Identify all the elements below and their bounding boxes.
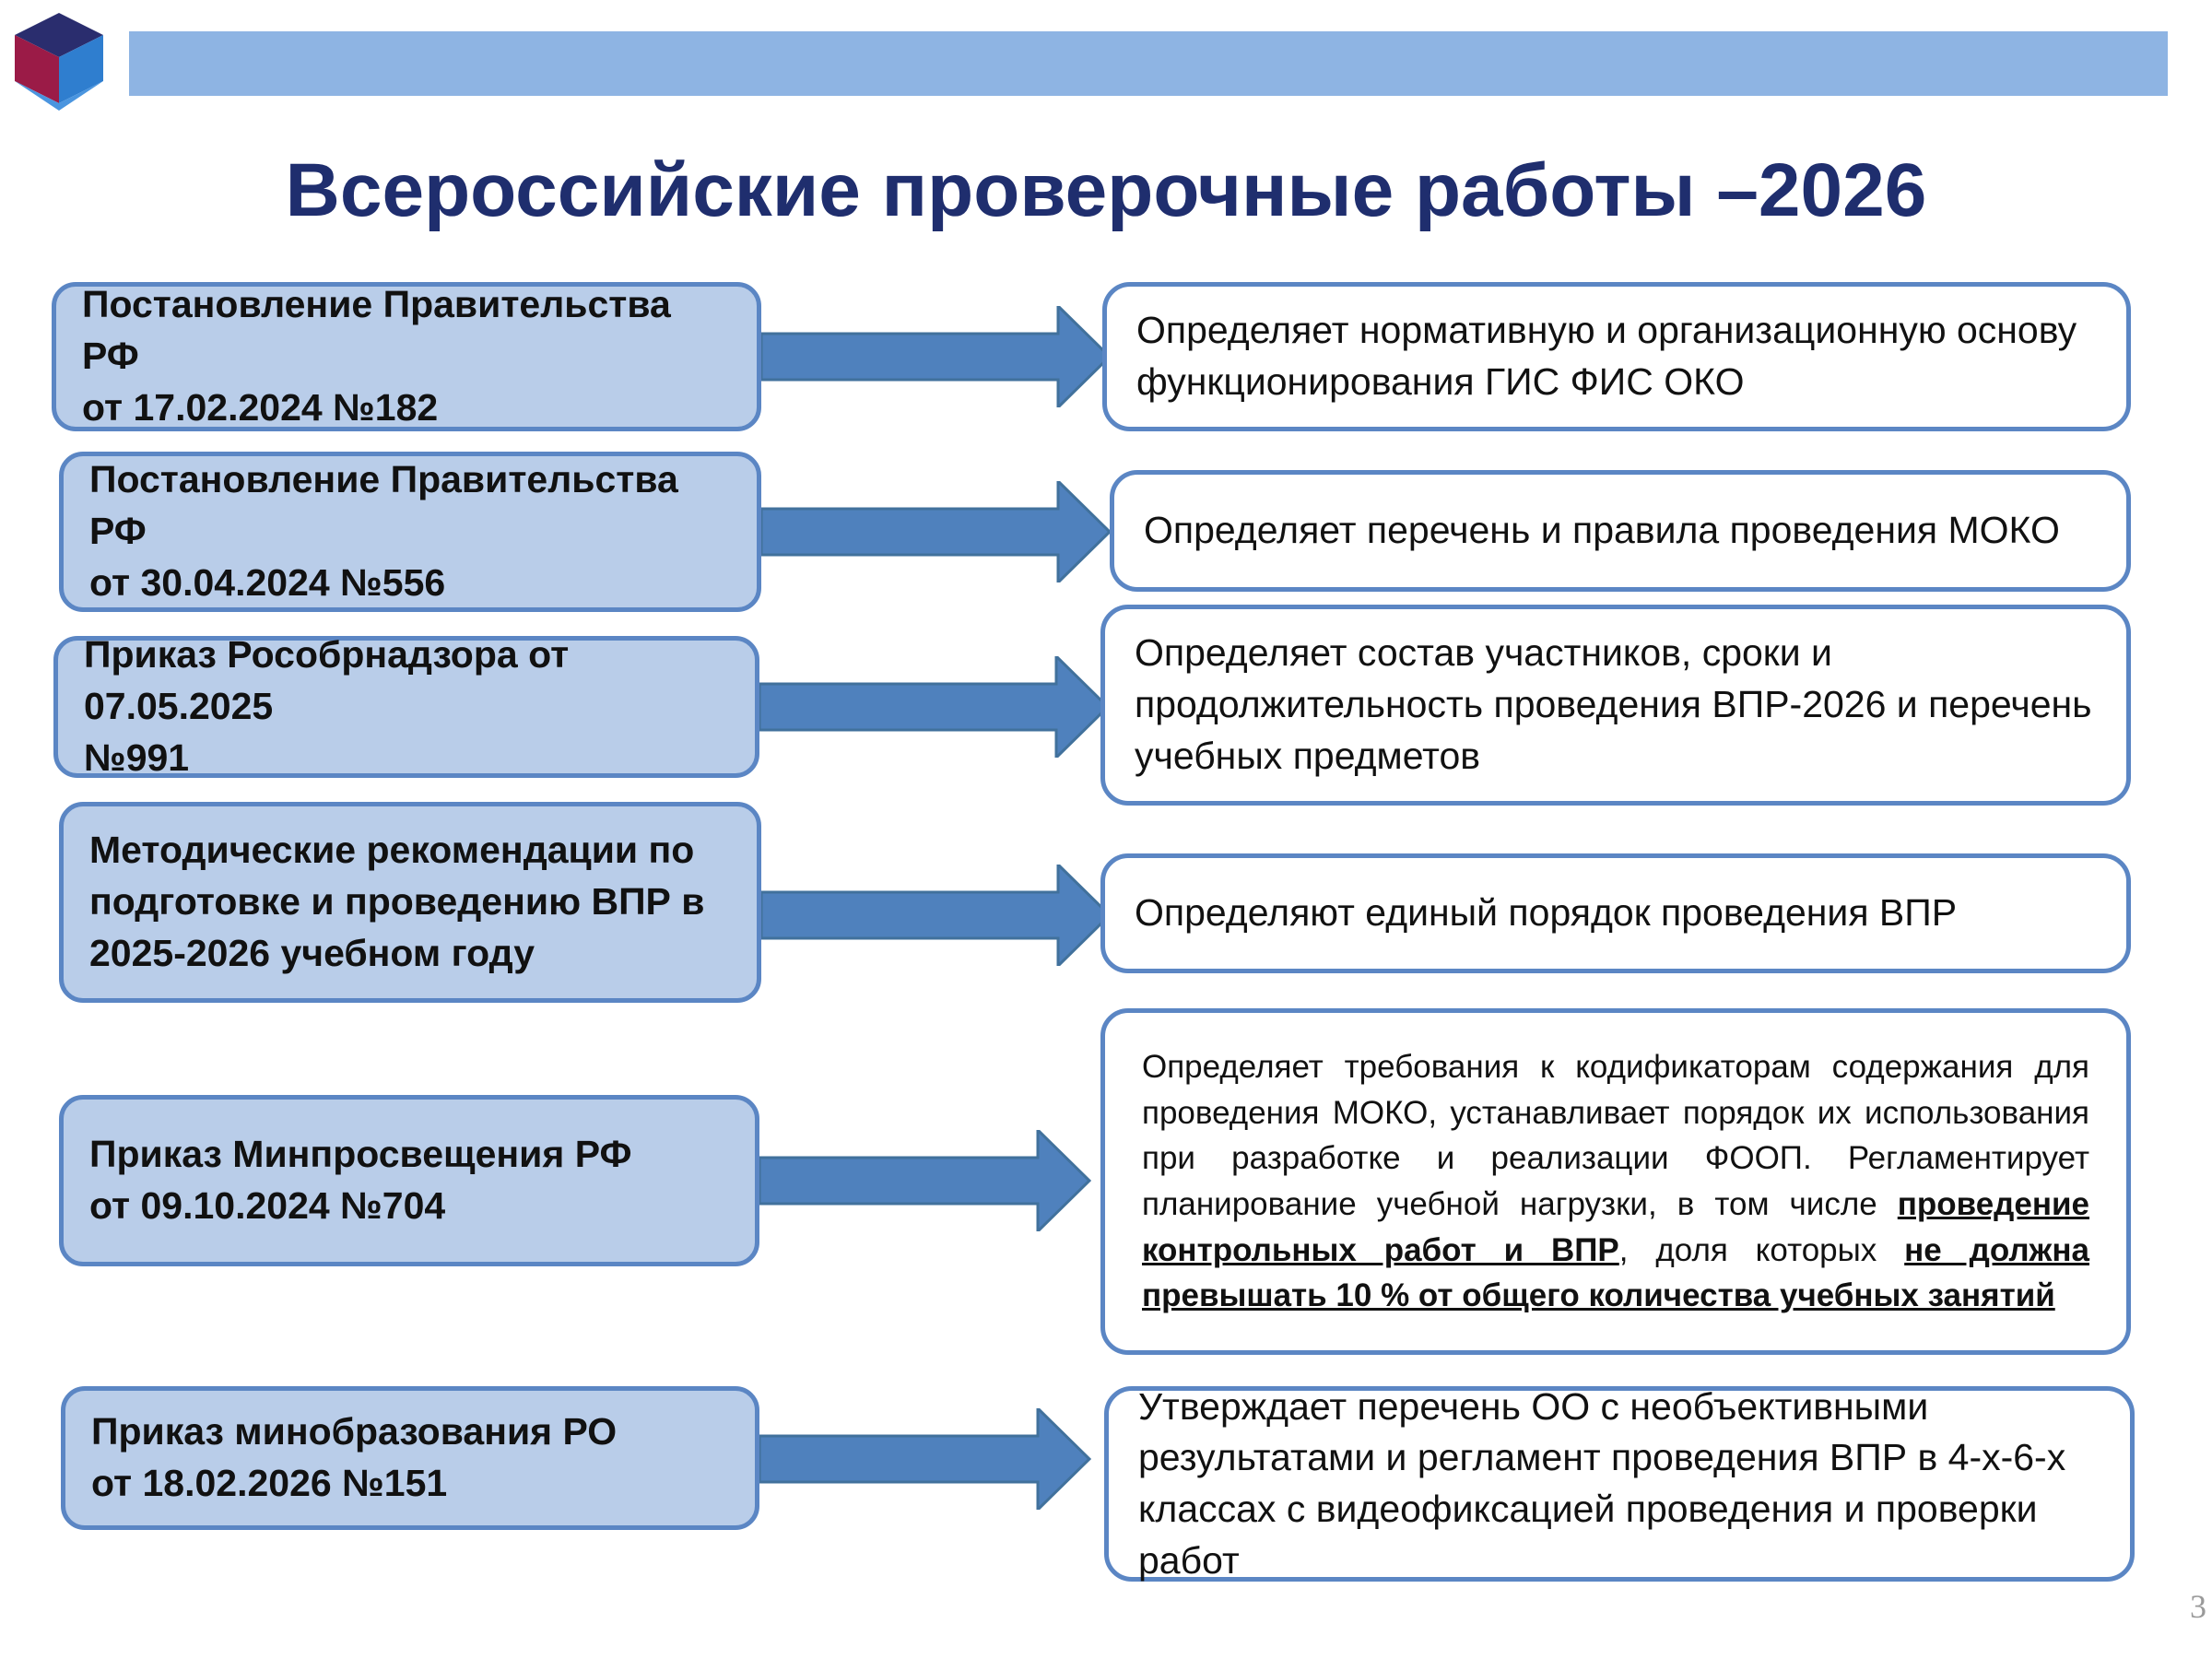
document-box-5: [59, 1095, 759, 1266]
description-text: Определяют единый порядок проведения ВПР: [1135, 891, 1958, 935]
arrow-right-icon: [761, 865, 1112, 966]
description-text: Определяет нормативную и организационную основу функционирования ГИС ФИС ОКО: [1136, 309, 2077, 403]
document-text: Методические рекомендации по подготовке и проведению ВПР в 2025-2026 учебном году: [89, 829, 705, 974]
document-text: Приказ Рособрнадзора от 07.05.2025 №991: [84, 633, 570, 779]
document-text: Приказ минобразования РО от 18.02.2026 №151: [91, 1410, 618, 1504]
description-box-1: [1102, 282, 2131, 431]
header-bar: [129, 31, 2168, 96]
arrow-right-icon: [759, 1130, 1091, 1231]
description-box-6: [1104, 1386, 2135, 1582]
description-box-5: [1100, 1008, 2131, 1355]
emphasis-control-works: проведение контрольных работ и ВПР: [1142, 1186, 2089, 1268]
description-text: Определяет требования к кодификаторам содержания для проведения МОКО, устанавливает порядок их использования при разработке и реализации ФООП. Регламентирует планирование учебной нагрузки, в том числе проведение контрольных работ и ВПР, доля которых не должна превышать 10 % от общего количества учебных занятий: [1142, 1048, 2089, 1314]
emphasis-limit: не должна превышать 10 % от общего количества учебных занятий: [1142, 1231, 2089, 1314]
description-box-3: [1100, 605, 2131, 806]
arrow-right-icon: [761, 481, 1112, 582]
page-title: Всероссийские проверочные работы –2026: [285, 148, 1927, 232]
document-text: Приказ Минпросвещения РФ от 09.10.2024 №704: [89, 1133, 632, 1227]
arrow-right-icon: [761, 306, 1112, 407]
document-box-2: [59, 452, 761, 612]
description-text: Определяет состав участников, сроки и продолжительность проведения ВПР-2026 и перечень учебных предметов: [1135, 631, 2092, 777]
document-text: Постановление Правительства РФ от 30.04.2024 №556: [89, 458, 678, 604]
description-text: Утверждает перечень ОО с необъективными результатами и регламент проведения ВПР в 4-х-6-х классах с видеофиксацией проведения и проверки работ: [1138, 1384, 2066, 1582]
description-text: Определяет перечень и правила проведения МОКО: [1144, 509, 2060, 552]
description-box-2: [1110, 470, 2131, 592]
document-box-3: [53, 633, 759, 779]
document-box-6: [61, 1386, 759, 1530]
arrow-right-icon: [759, 1408, 1091, 1510]
document-box-1: [52, 282, 761, 431]
document-text: Постановление Правительства РФ от 17.02.2024 №182: [82, 283, 671, 429]
arrow-right-icon: [759, 656, 1110, 758]
description-box-4: [1100, 853, 2131, 973]
page-number: 3: [2190, 1588, 2206, 1625]
document-box-4: [59, 802, 761, 1003]
logo-cube-icon: [11, 11, 107, 112]
